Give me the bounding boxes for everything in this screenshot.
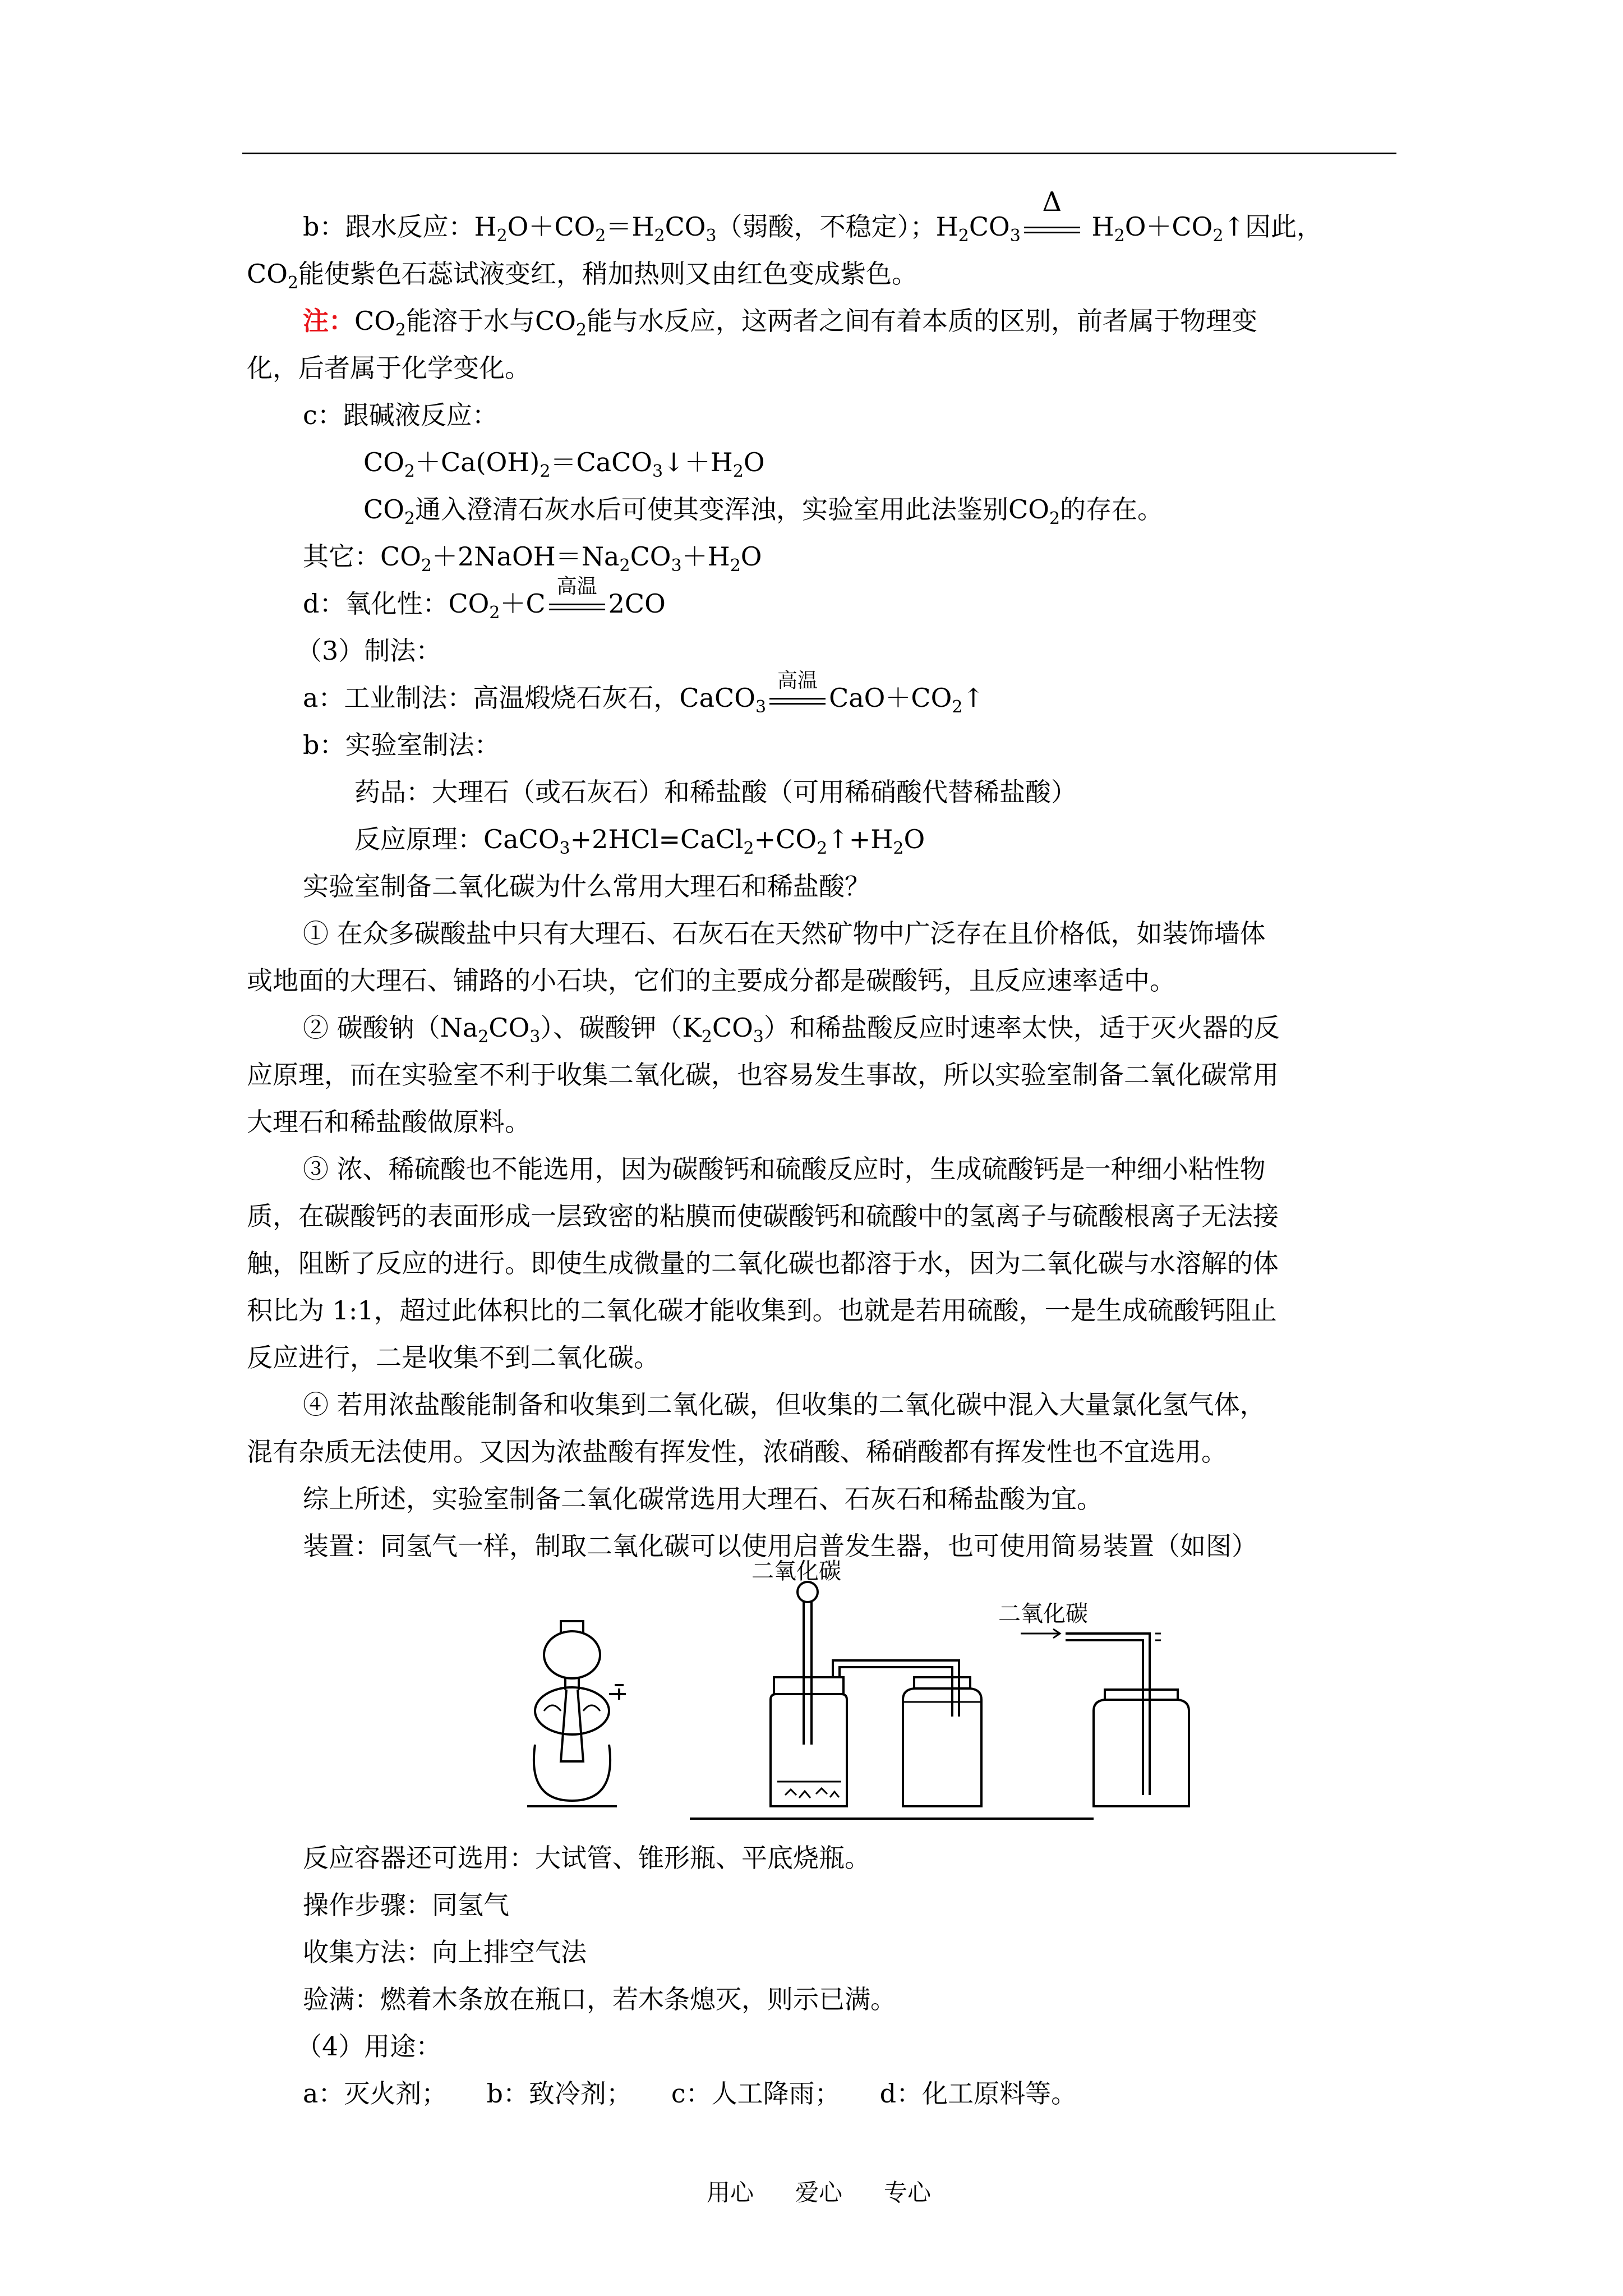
text-line: 反应进行，二是收集不到二氧化碳。 (247, 1342, 660, 1373)
text-line: b：实验室制法： (303, 730, 500, 760)
text-line: 触，阻断了反应的进行。即使生成微量的二氧化碳也都溶于水，因为二氧化碳与水溶解的体 (247, 1248, 1279, 1278)
text-line: 装置：同氢气一样，制取二氧化碳可以使用启普发生器，也可使用简易装置（如图） (303, 1531, 1257, 1561)
text-line: 收集方法：向上排空气法 (303, 1937, 587, 1967)
gas-generation-bottle (771, 1582, 959, 1806)
uses-line: a：灭火剂； b：致冷剂； c：人工降雨； d：化工原料等。 (303, 2078, 1077, 2109)
page-footer: 用心 爱心 专心 (707, 2179, 932, 2206)
text-line: 操作步骤：同氢气 (303, 1890, 509, 1920)
header-rule (242, 153, 1396, 154)
text-line: c：跟碱液反应： (303, 400, 498, 430)
text-line: $CO_2$通入澄清石灰水后可使其变浑浊，实验室用此法鉴别$CO_2$的存在。 (363, 494, 1164, 528)
text-line: 积比为 1:1，超过此体积比的二氧化碳才能收集到。也就是若用硫酸，一是生成硫酸钙阻止 (247, 1295, 1277, 1326)
text-line: 药品：大理石（或石灰石）和稀盐酸（可用稀硝酸代替稀盐酸） (354, 777, 1077, 807)
equation-line: $CO_2+Ca(OH)_2=CaCO_3↓+H_2O$ (363, 447, 765, 481)
kipp-generator (527, 1621, 626, 1806)
text-line: ③ 浓、稀硫酸也不能选用，因为碳酸钙和硫酸反应时，生成硫酸钙是一种细小粘性物 (303, 1154, 1266, 1184)
heat-condition-arrow: Δ (1021, 210, 1083, 243)
text-line: 或地面的大理石、铺路的小石块，它们的主要成分都是碳酸钙，且反应速率适中。 (247, 965, 1175, 996)
text-line: 应原理，而在实验室不利于收集二氧化碳，也容易发生事故，所以实验室制备二氧化碳常用 (247, 1060, 1279, 1090)
apparatus-figure (505, 1559, 1279, 1829)
equation-line: 其它：$CO_2+2NaOH=Na_2CO_3+H_2O$ (303, 541, 762, 576)
text-line: ② 碳酸钠$(Na_2CO_3)$、碳酸钾$(K_2CO_3)$和稀盐酸反应时速率太快，适于灭火器的反 (303, 1013, 1280, 1047)
section-heading: （4）用途： (296, 2031, 442, 2062)
high-temp-condition-arrow: 高温 (546, 587, 608, 620)
text-line: 反应容器还可选用：大试管、锥形瓶、平底烧瓶。 (303, 1843, 870, 1873)
note-line: 注：$CO_2$能溶于水与$CO_2$能与水反应，这两者之间有着本质的区别，前者属于物理变 (303, 306, 1258, 340)
collection-bottle-right (1021, 1629, 1189, 1806)
text-line: 质，在碳酸钙的表面形成一层致密的粘膜而使碳酸钙和硫酸中的氢离子与硫酸根离子无法接 (247, 1201, 1279, 1231)
text-line: 验满：燃着木条放在瓶口，若木条熄灭，则示已满。 (303, 1984, 896, 2014)
text-line: ④ 若用浓盐酸能制备和收集到二氧化碳，但收集的二氧化碳中混入大量氯化氢气体， (303, 1389, 1266, 1420)
equation-line: d：氧化性：$CO_2+C$ 高温 2CO (303, 575, 666, 623)
equation-line: 反应原理：$CaCO_3+2HCl=CaCl_2+CO_2↑+H_2O$ (354, 824, 925, 858)
note-label: 注： (303, 306, 354, 336)
text-line: b：跟水反应：$H_2O+CO_2=H_2CO_3$（弱酸，不稳定）；$H_2CO_3$ Δ $H_2O+CO_2↑$因此， (303, 186, 1322, 246)
collection-bottle-middle (903, 1677, 981, 1806)
text-line: 综上所述，实验室制备二氧化碳常选用大理石、石灰石和稀盐酸为宜。 (303, 1484, 1103, 1514)
text-line: 混有杂质无法使用。又因为浓盐酸有挥发性，浓硝酸、稀硝酸都有挥发性也不宜选用。 (247, 1437, 1227, 1467)
equation-line: a：工业制法：高温煅烧石灰石，CaCO$_3$ 高温 $CaO+CO_2↑$ (303, 669, 984, 717)
text-line: 化，后者属于化学变化。 (247, 353, 531, 383)
text-line: 实验室制备二氧化碳为什么常用大理石和稀盐酸？ (303, 871, 870, 901)
text-line: 大理石和稀盐酸做原料。 (247, 1107, 531, 1137)
high-temp-condition-arrow: 高温 (766, 681, 829, 715)
section-heading: （3）制法： (296, 636, 442, 666)
text-line: ① 在众多碳酸盐中只有大理石、石灰石在天然矿物中广泛存在且价格低，如装饰墙体 (303, 918, 1266, 949)
figure-label-left: 二氧化碳 (751, 1559, 841, 1584)
text-line: $CO_2$能使紫色石蕊试液变红，稍加热则又由红色变成紫色。 (247, 259, 918, 293)
figure-label-right: 二氧化碳 (998, 1601, 1088, 1627)
